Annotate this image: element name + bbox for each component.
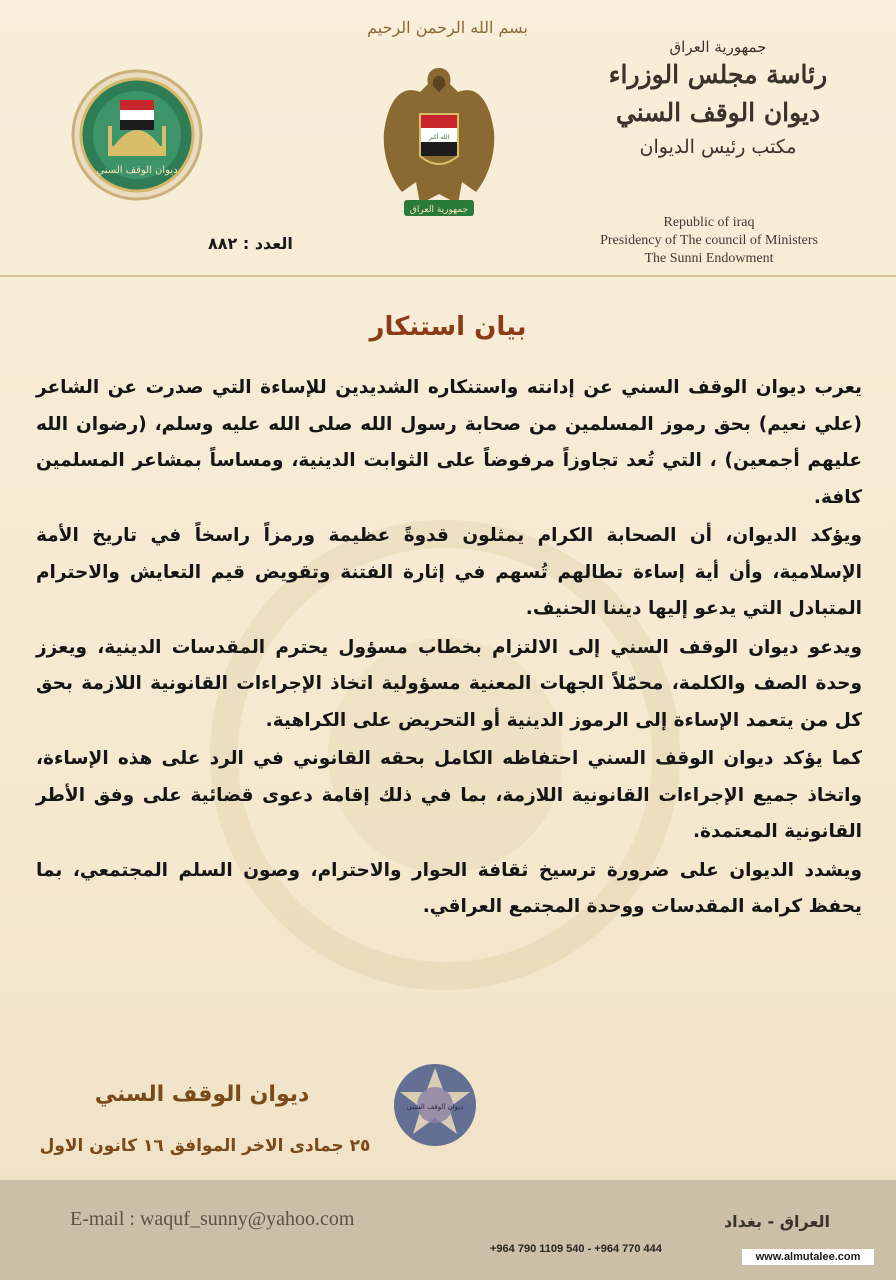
iraq-eagle-emblem <box>380 62 498 222</box>
svg-text:الله أكبر: الله أكبر <box>428 134 450 141</box>
paragraph: ويشدد الديوان على ضرورة ترسيخ ثقافة الحوار والاحترام، وصون السلم المجتمعي، بما يحفظ كرامة المقدسات ووحدة المجتمع العراقي. <box>36 859 862 917</box>
document-title: بيان استنكار <box>369 312 527 342</box>
paragraph: يعرب ديوان الوقف السني عن إدانته واستنكاره الشديدين للإساءة التي صدرت عن الشاعر (علي نعيم) بحق رموز المسلمين من صحابة رسول الله صلى الله عليه وسلم، (رضوان الله عليهم أجمعين) ، التي تُعد تجاوزاً مرفوضاً على الثوابت الدينية، ومساساً بمشاعر المسلمين كافة. <box>36 377 862 508</box>
svg-text:ديوان الوقف السني: ديوان الوقف السني <box>406 1103 464 1111</box>
statement-body <box>36 370 862 928</box>
letterhead-endowment: ديوان الوقف السني <box>615 98 821 127</box>
english-presidency: Presidency of The council of Ministers <box>600 233 818 248</box>
signature-date: ٢٥ جمادى الاخر الموافق ١٦ كانون الاول <box>39 1136 371 1156</box>
header-divider <box>0 275 896 277</box>
paragraph: ويدعو ديوان الوقف السني إلى الالتزام بخطاب مسؤول يحترم المقدسات الدينية، ويعزز وحدة الصف والكلمة، محمّلاً الجهات المعنية مسؤولية اتخاذ الإجراءات القانونية اللازمة بحق كل من يتعمد الإساءة إلى الرموز الدينية أو التحريض على الكراهية. <box>36 636 862 731</box>
english-endowment: The Sunni Endowment <box>644 251 774 266</box>
footer-email: E-mail : waquf_sunny@yahoo.com <box>70 1208 355 1230</box>
paragraph: كما يؤكد ديوان الوقف السني احتفاظه الكامل بحقه القانوني في الرد على هذه الإساءة، واتخاذ جميع الإجراءات القانونية اللازمة، بما في ذلك إقامة دعوى قضائية على وفق الأطر القانونية المعتمدة. <box>36 748 862 842</box>
svg-text:جمهورية العراق: جمهورية العراق <box>409 205 469 215</box>
basmala: بسم الله الرحمن الرحيم <box>367 18 528 37</box>
english-letterhead <box>574 214 844 268</box>
website-watermark: www.almutalee.com <box>742 1249 874 1265</box>
sunni-endowment-logo <box>70 68 204 202</box>
letterhead-presidency: رئاسة مجلس الوزراء <box>608 60 828 89</box>
letterhead-office: مكتب رئيس الديوان <box>639 136 797 158</box>
arabic-letterhead <box>588 38 848 162</box>
document-number: العدد : ٨٨٢ <box>208 234 293 253</box>
svg-text:ديوان الوقف السني: ديوان الوقف السني <box>96 165 178 176</box>
footer-phones: +964 790 1109 540 - +964 770 444 <box>490 1243 662 1255</box>
signature-name: ديوان الوقف السني <box>94 1082 310 1107</box>
paragraph: ويؤكد الديوان، أن الصحابة الكرام يمثلون قدوةً عظيمة ورمزاً راسخاً في تاريخ الأمة الإسلامية، وأن أية إساءة تطالهم تُسهم في إثارة الفتنة وتقويض قيم التعايش والاحترام المتبادل التي يدعو إليها ديننا الحنيف. <box>36 525 862 619</box>
letterhead-country: جمهورية العراق <box>669 38 767 56</box>
official-stamp <box>392 1062 478 1148</box>
footer-city: العراق - بغداد <box>723 1212 830 1231</box>
english-country: Republic of iraq <box>663 215 755 230</box>
